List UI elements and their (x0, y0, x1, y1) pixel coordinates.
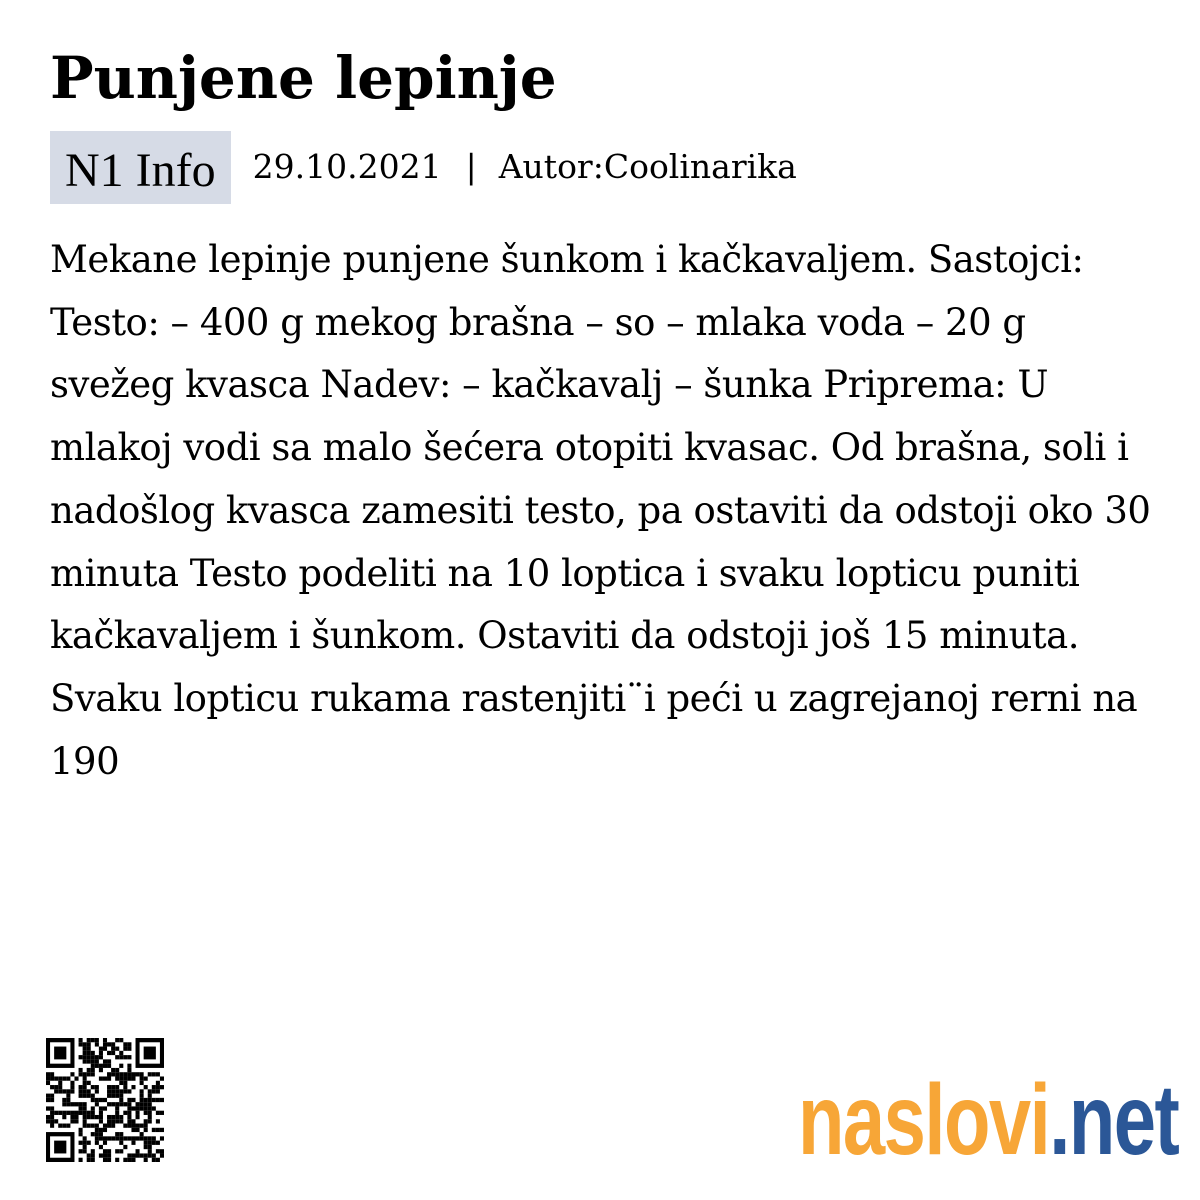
logo-main-text: naslovi (798, 1064, 1050, 1176)
logo-tld-text: .net (1049, 1064, 1179, 1176)
article-meta (50, 131, 797, 204)
article-date: 29.10.2021 (252, 146, 442, 186)
meta-text (253, 131, 797, 201)
qr-code-icon[interactable] (46, 1038, 164, 1162)
article-body: Mekane lepinje punjene šunkom i kačkavaljem. Sastojci: Testo: – 400 g mekog brašna – so – mlaka voda – 20 g svežeg kvasca Nadev: – kačkavalj – šunka Priprema: U mlakoj vodi sa malo šećera otopiti kvasac. Od brašna, soli i nadošlog kvasca zamesiti testo, pa ostaviti da odstoji oko 30 minuta Testo podeliti na 10 loptica i svaku lopticu puniti kačkavaljem i šunkom. Ostaviti da odstoji još 15 minuta. Svaku lopticu rukama rastenjiti¨i peći u zagrejanoj rerni na 190 (50, 238, 1151, 783)
article-author: Autor:Coolinarika (498, 146, 797, 186)
article-title: Punjene lepinje (50, 44, 557, 112)
qr-code-graphic (46, 1038, 164, 1162)
source-badge[interactable]: N1 Info (50, 131, 231, 204)
meta-separator: | (465, 146, 477, 186)
site-logo[interactable] (798, 1055, 1179, 1176)
